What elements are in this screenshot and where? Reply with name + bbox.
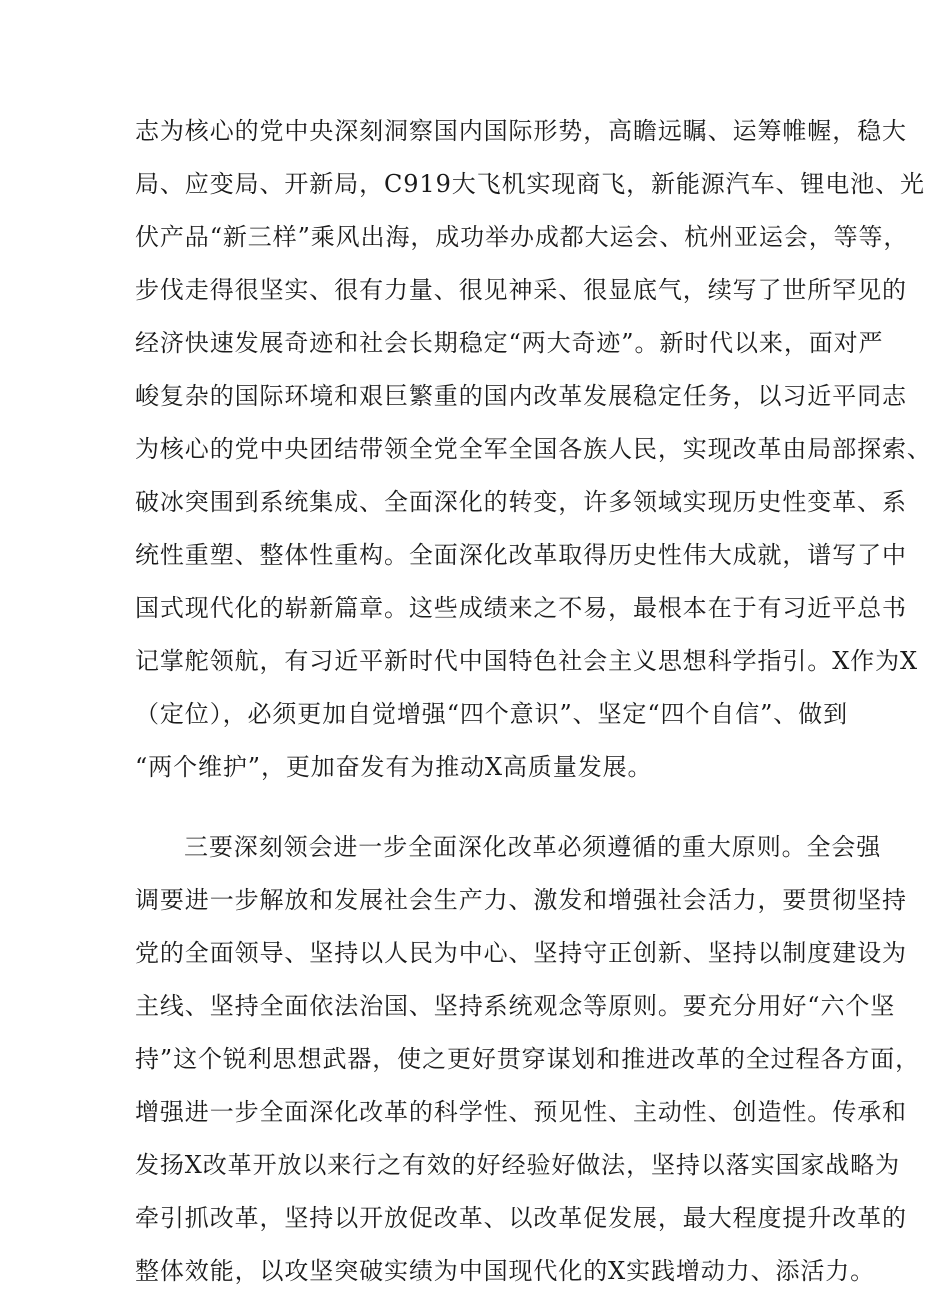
text-line: 三要深刻领会进一步全面深化改革必须遵循的重大原则。全会强 (184, 833, 882, 861)
text-line: 破冰突围到系统集成、全面深化的转变，许多领域实现历史性变革、系 (135, 488, 907, 516)
text-line: 持”这个锐利思想武器，使之更好贯穿谋划和推进改革的全过程各方面， (135, 1045, 921, 1073)
text-line: 主线、坚持全面依法治国、坚持系统观念等原则。要充分用好“六个坚 (135, 992, 896, 1020)
text-line: （定位），必须更加自觉增强“四个意识”、坚定“四个自信”、做到 (135, 700, 848, 728)
text-line: 发扬X改革开放以来行之有效的好经验好做法，坚持以落实国家战略为 (135, 1151, 900, 1179)
text-line: 党的全面领导、坚持以人民为中心、坚持守正创新、坚持以制度建设为 (135, 939, 907, 967)
text-line: 牵引抓改革，坚持以开放促改革、以改革促发展，最大程度提升改革的 (135, 1204, 907, 1232)
text-line: 整体效能，以攻坚突破实绩为中国现代化的X实践增动力、添活力。 (135, 1257, 876, 1285)
text-line: 统性重塑、整体性重构。全面深化改革取得历史性伟大成就，谱写了中 (135, 541, 907, 569)
text-line: 峻复杂的国际环境和艰巨繁重的国内改革发展稳定任务，以习近平同志 (135, 382, 907, 410)
text-line: “两个维护”，更加奋发有为推动X高质量发展。 (135, 753, 653, 781)
text-line: 经济快速发展奇迹和社会长期稳定“两大奇迹”。新时代以来，面对严 (135, 329, 884, 357)
text-line: 调要进一步解放和发展社会生产力、激发和增强社会活力，要贯彻坚持 (135, 886, 907, 914)
text-line: 局、应变局、开新局，C919大飞机实现商飞，新能源汽车、锂电池、光 (135, 170, 925, 198)
text-line: 为核心的党中央团结带领全党全军全国各族人民，实现改革由局部探索、 (135, 435, 932, 463)
text-line: 记掌舵领航，有习近平新时代中国特色社会主义思想科学指引。X作为X (135, 647, 918, 675)
text-line: 增强进一步全面深化改革的科学性、预见性、主动性、创造性。传承和 (135, 1098, 907, 1126)
text-line: 国式现代化的崭新篇章。这些成绩来之不易，最根本在于有习近平总书 (135, 594, 907, 622)
text-line: 伏产品“新三样”乘风出海，成功举办成都大运会、杭州亚运会，等等， (135, 223, 909, 251)
text-line: 志为核心的党中央深刻洞察国内国际形势，高瞻远瞩、运筹帷幄，稳大 (135, 117, 907, 145)
text-line: 步伐走得很坚实、很有力量、很见神采、很显底气，续写了世所罕见的 (135, 276, 907, 304)
